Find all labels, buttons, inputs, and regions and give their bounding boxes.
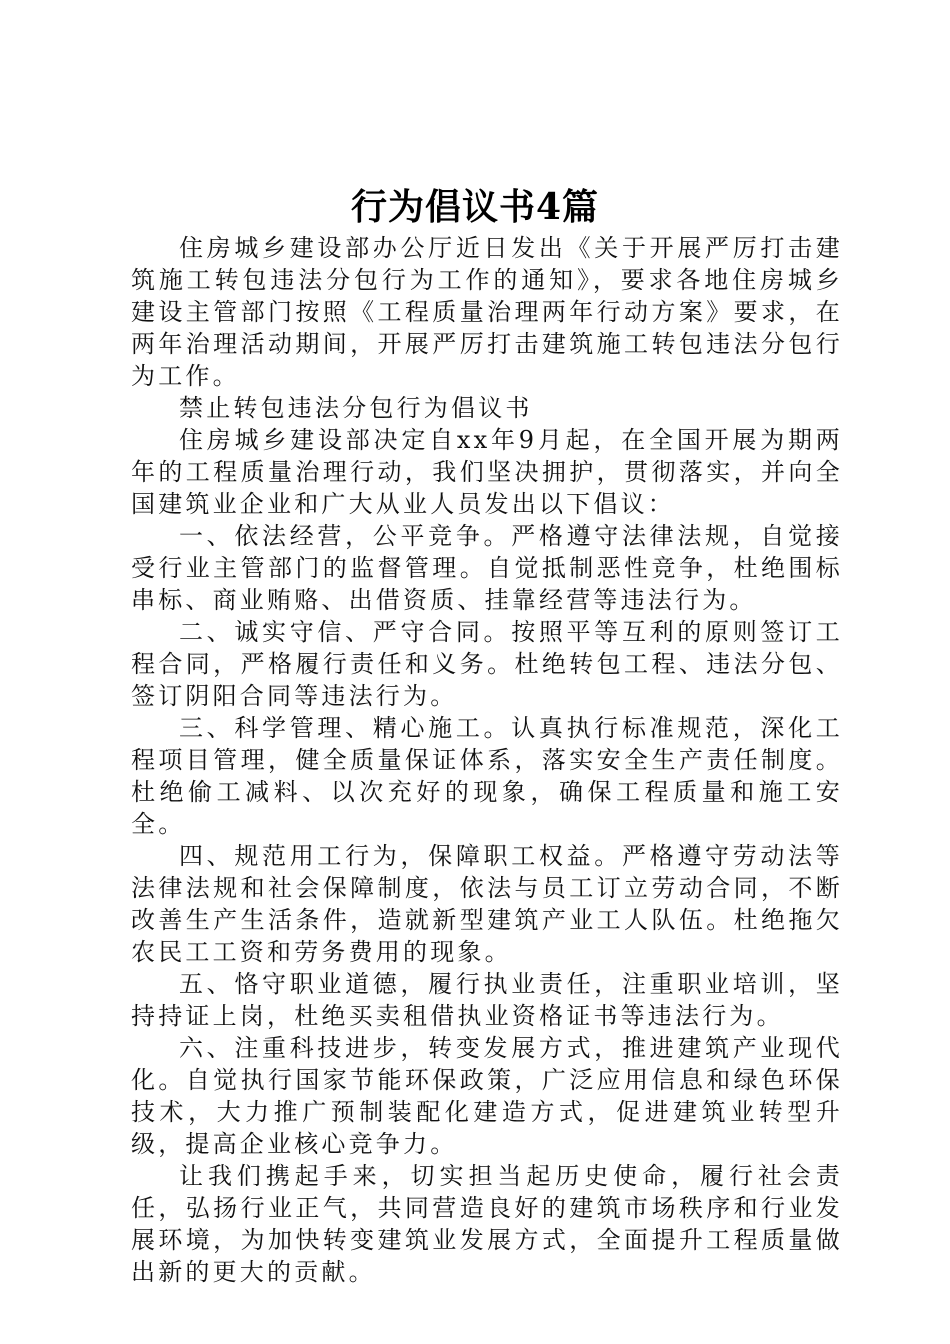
paragraph-item-6: 六、注重科技进步，转变发展方式，推进建筑产业现代化。自觉执行国家节能环保政策，广泛应用信息和绿色环保技术，大力推广预制装配化建造方式，促进建筑业转型升级，提高企业核心竞争力。: [131, 1034, 843, 1158]
paragraph-item-5: 五、恪守职业道德，履行执业责任，注重职业培训，坚持持证上岗，杜绝买卖租借执业资格证书等违法行为。: [131, 970, 843, 1030]
paragraph-intro: 住房城乡建设部办公厅近日发出《关于开展严厉打击建筑施工转包违法分包行为工作的通知》，要求各地住房城乡建设主管部门按照《工程质量治理两年行动方案》要求，在两年治理活动期间，开展严厉打击建筑施工转包违法分包行为工作。: [131, 234, 843, 390]
paragraph-closing: 让我们携起手来，切实担当起历史使命，履行社会责任，弘扬行业正气，共同营造良好的建筑市场秩序和行业发展环境，为加快转变建筑业发展方式，全面提升工程质量做出新的更大的贡献。: [131, 1162, 843, 1286]
paragraph-preamble: 住房城乡建设部决定自xx年9月起，在全国开展为期两年的工程质量治理行动，我们坚决拥护，贯彻落实，并向全国建筑业企业和广大从业人员发出以下倡议：: [131, 426, 843, 518]
document-body: [131, 232, 843, 1288]
paragraph-item-2: 二、诚实守信、严守合同。按照平等互利的原则签订工程合同，严格履行责任和义务。杜绝转包工程、违法分包、签订阴阳合同等违法行为。: [131, 618, 843, 710]
paragraph-item-4: 四、规范用工行为，保障职工权益。严格遵守劳动法等法律法规和社会保障制度，依法与员工订立劳动合同，不断改善生产生活条件，造就新型建筑产业工人队伍。杜绝拖欠农民工工资和劳务费用的现象。: [131, 842, 843, 966]
paragraph-item-1: 一、依法经营，公平竞争。严格遵守法律法规，自觉接受行业主管部门的监督管理。自觉抵制恶性竞争，杜绝围标串标、商业贿赂、出借资质、挂靠经营等违法行为。: [131, 522, 843, 614]
paragraph-item-3: 三、科学管理、精心施工。认真执行标准规范，深化工程项目管理，健全质量保证体系，落实安全生产责任制度。杜绝偷工减料、以次充好的现象，确保工程质量和施工安全。: [131, 714, 843, 838]
paragraph-subtitle: 禁止转包违法分包行为倡议书: [179, 394, 533, 422]
document-title: 行为倡议书4篇: [350, 186, 600, 228]
